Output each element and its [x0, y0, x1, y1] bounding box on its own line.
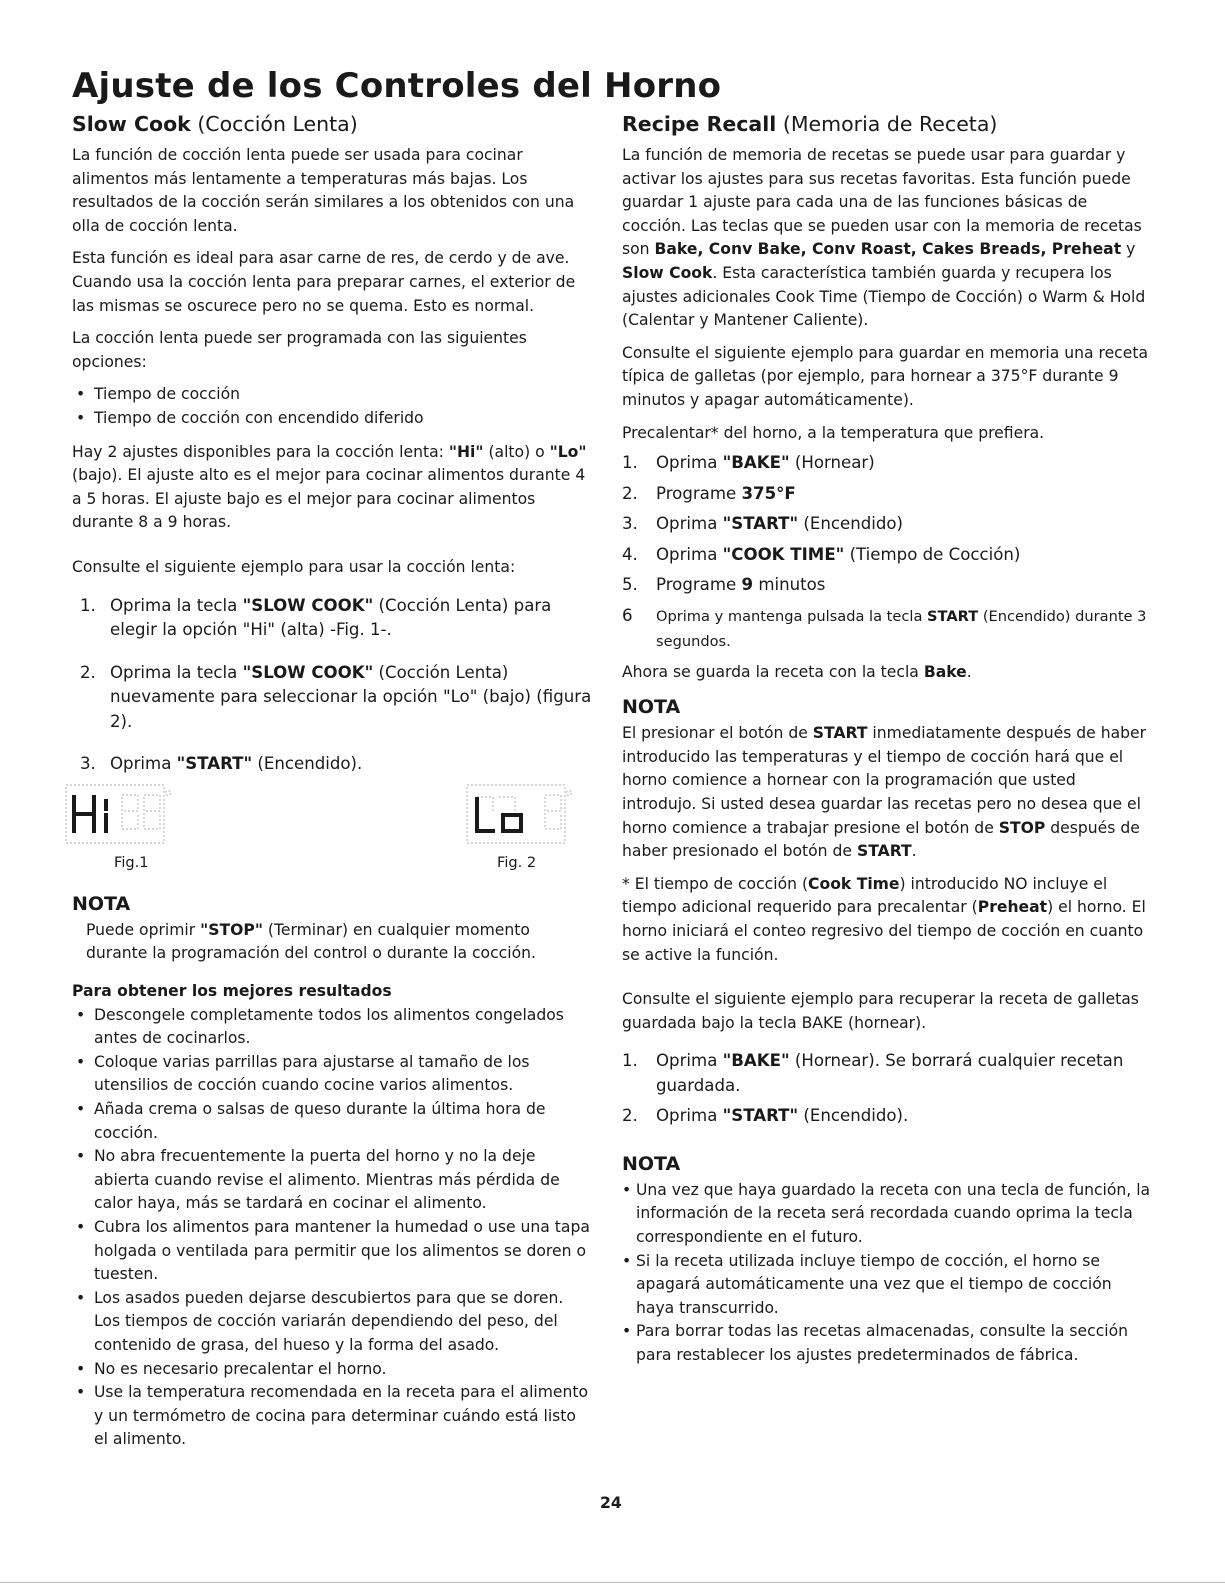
- list-item: 1. Oprima "BAKE" (Hornear): [622, 453, 875, 473]
- display-lo-icon: [465, 781, 577, 849]
- slow-cook-column: [72, 112, 592, 1462]
- preheat-footnote: * El tiempo de cocción (Cook Time) introducido NO incluye el tiempo adicional requerido para precalentar (Preheat) el horno. El horno iniciará el conteo regresivo del tiempo de cocción en cuanto se active la función.: [622, 874, 1146, 964]
- page-title: Ajuste de los Controles del Horno: [72, 66, 722, 106]
- slow-cook-steps: [72, 594, 592, 777]
- recipe-nota2-heading: NOTA: [622, 1152, 681, 1175]
- list-item: • Cubra los alimentos para mantener la humedad o use una tapa holgada o ventilada para permitir que los alimentos se doren o tuesten.: [72, 1216, 592, 1287]
- slow-cook-options-intro: La cocción lenta puede ser programada con las siguientes opciones:: [72, 329, 527, 371]
- list-item: 5. Programe 9 minutos: [622, 575, 826, 595]
- best-results-list: [72, 1004, 592, 1452]
- list-item: • Tiempo de cocción: [72, 383, 592, 407]
- slow-cook-nota-heading: NOTA: [72, 892, 131, 915]
- recipe-recall-heading: Recipe Recall (Memoria de Receta): [622, 112, 998, 136]
- recipe-recall-steps: [622, 1049, 1152, 1129]
- recipe-recall-column: [622, 112, 1152, 1368]
- display-hi-figure: [64, 781, 176, 849]
- recipe-recall-intro: La función de memoria de recetas se puede usar para guardar y activar los ajustes para sus recetas favoritas. Esta función puede guardar 1 ajuste para cada una de las funciones básicas de cocción. Las teclas que se pueden usar con la memoria de recetas son Bake, Conv Bake, Conv Roast, Cakes Breads, Preheat y Slow Cook. Esta característica también guarda y recupera los ajustes adicionales Cook Time (Tiempo de Cocción) o Warm & Hold (Calentar y Mantener Caliente).: [622, 146, 1146, 330]
- bottom-rule: [0, 1582, 1225, 1583]
- slow-cook-meats: Esta función es ideal para asar carne de res, de cerdo y de ave. Cuando usa la cocción lenta para preparar carnes, el exterior de las mismas se oscurece pero no se quema. Esto es normal.: [72, 249, 576, 315]
- list-item: 2. Programe 375°F: [622, 483, 796, 503]
- recipe-save-example-intro: Consulte el siguiente ejemplo para guardar en memoria una receta típica de galletas (por ejemplo, para hornear a 375°F durante 9 minutos y apagar automáticamente).: [622, 343, 1149, 409]
- slow-cook-nota: Puede oprimir "STOP" (Terminar) en cualquier momento durante la programación del control o durante la cocción.: [86, 920, 536, 963]
- recipe-save-steps: [622, 451, 1152, 655]
- recipe-recall-example-intro: Consulte el siguiente ejemplo para recuperar la receta de galletas guardada bajo la tecla BAKE (hornear).: [622, 990, 1139, 1032]
- recipe-nota2-list: [622, 1179, 1152, 1368]
- slow-cook-example-intro: Consulte el siguiente ejemplo para usar la cocción lenta:: [72, 557, 516, 576]
- list-item: • No abra frecuentemente la puerta del horno y no la deje abierta cuando revise el alimento. Mientras más pérdida de calor haya, más se tardará en cocinar el alimento.: [72, 1145, 592, 1216]
- slow-cook-settings: Hay 2 ajustes disponibles para la cocción lenta: "Hi" (alto) o "Lo" (bajo). El ajuste alto es el mejor para cocinar alimentos durante 4 a 5 horas. El ajuste bajo es el mejor para cocinar alimentos durante 8 a 9 horas.: [72, 442, 587, 532]
- list-item: • Tiempo de cocción con encendido diferido: [72, 407, 592, 431]
- list-item: 3. Oprima "START" (Encendido): [622, 514, 904, 534]
- list-item: • Los asados pueden dejarse descubiertos para que se doren. Los tiempos de cocción variarán dependiendo del peso, del contenido de grasa, del hueso y la forma del asado.: [72, 1287, 592, 1358]
- slow-cook-heading: Slow Cook (Cocción Lenta): [72, 112, 358, 136]
- slow-cook-options: [72, 383, 592, 430]
- slow-cook-intro: La función de cocción lenta puede ser usada para cocinar alimentos más lentamente a temperaturas más bajas. Los resultados de la cocción serán similares a los obtenidos con una olla de cocción lenta.: [72, 146, 575, 235]
- list-item: • Descongele completamente todos los alimentos congelados antes de cocinarlos.: [72, 1004, 592, 1051]
- list-item: 6 Oprima y mantenga pulsada la tecla START (Encendido) durante 3 segundos.: [622, 605, 1147, 651]
- list-item: • Use la temperatura recomendada en la receta para el alimento y un termómetro de cocina para determinar cuándo está listo el alimento.: [72, 1381, 592, 1452]
- recipe-nota-start: El presionar el botón de START inmediatamente después de haber introducido las temperaturas y el tiempo de cocción hará que el horno comience a hornear con la programación que usted introdujo. Si usted desea guardar las recetas pero no desea que el horno comience a trabajar presione el botón de STOP después de haber presionado el botón de START.: [622, 724, 1147, 861]
- page-number: 24: [600, 1494, 622, 1512]
- fig2-label: Fig. 2: [497, 853, 537, 871]
- list-item: 2. Oprima "START" (Encendido).: [622, 1106, 909, 1126]
- recipe-saved-note: Ahora se guarda la receta con la tecla Bake.: [622, 662, 972, 681]
- list-item: • Si la receta utilizada incluye tiempo de cocción, el horno se apagará automáticamente una vez que el tiempo de cocción haya transcurrido.: [622, 1250, 1152, 1321]
- list-item: 3. Oprima "START" (Encendido).: [80, 754, 363, 773]
- list-item: • Coloque varias parrillas para ajustarse al tamaño de los utensilios de cocción cuando cocine varios alimentos.: [72, 1051, 592, 1098]
- list-item: • Para borrar todas las recetas almacenadas, consulte la sección para restablecer los ajustes predeterminados de fábrica.: [622, 1320, 1152, 1367]
- list-item: • No es necesario precalentar el horno.: [72, 1358, 592, 1382]
- list-item: 1. Oprima la tecla "SLOW COOK" (Cocción Lenta) para elegir la opción "Hi" (alta) -Fig. 1-.: [80, 595, 552, 639]
- preheat-instruction: Precalentar* del horno, a la temperatura que prefiera.: [622, 423, 1045, 442]
- best-results-heading: Para obtener los mejores resultados: [72, 981, 392, 1000]
- display-figures: [72, 781, 592, 881]
- fig1-label: Fig.1: [114, 853, 149, 871]
- list-item: 4. Oprima "COOK TIME" (Tiempo de Cocción): [622, 544, 1021, 564]
- display-hi-icon: [64, 781, 176, 849]
- list-item: • Añada crema o salsas de queso durante la última hora de cocción.: [72, 1098, 592, 1145]
- recipe-nota-heading: NOTA: [622, 696, 681, 719]
- list-item: • Una vez que haya guardado la receta con una tecla de función, la información de la receta será recordada cuando oprima la tecla correspondiente en el futuro.: [622, 1179, 1152, 1250]
- list-item: 2. Oprima la tecla "SLOW COOK" (Cocción Lenta) nuevamente para seleccionar la opción "Lo" (bajo) (figura 2).: [80, 662, 592, 731]
- display-lo-figure: [465, 781, 577, 849]
- list-item: 1. Oprima "BAKE" (Hornear). Se borrará cualquier recetan guardada.: [622, 1051, 1124, 1095]
